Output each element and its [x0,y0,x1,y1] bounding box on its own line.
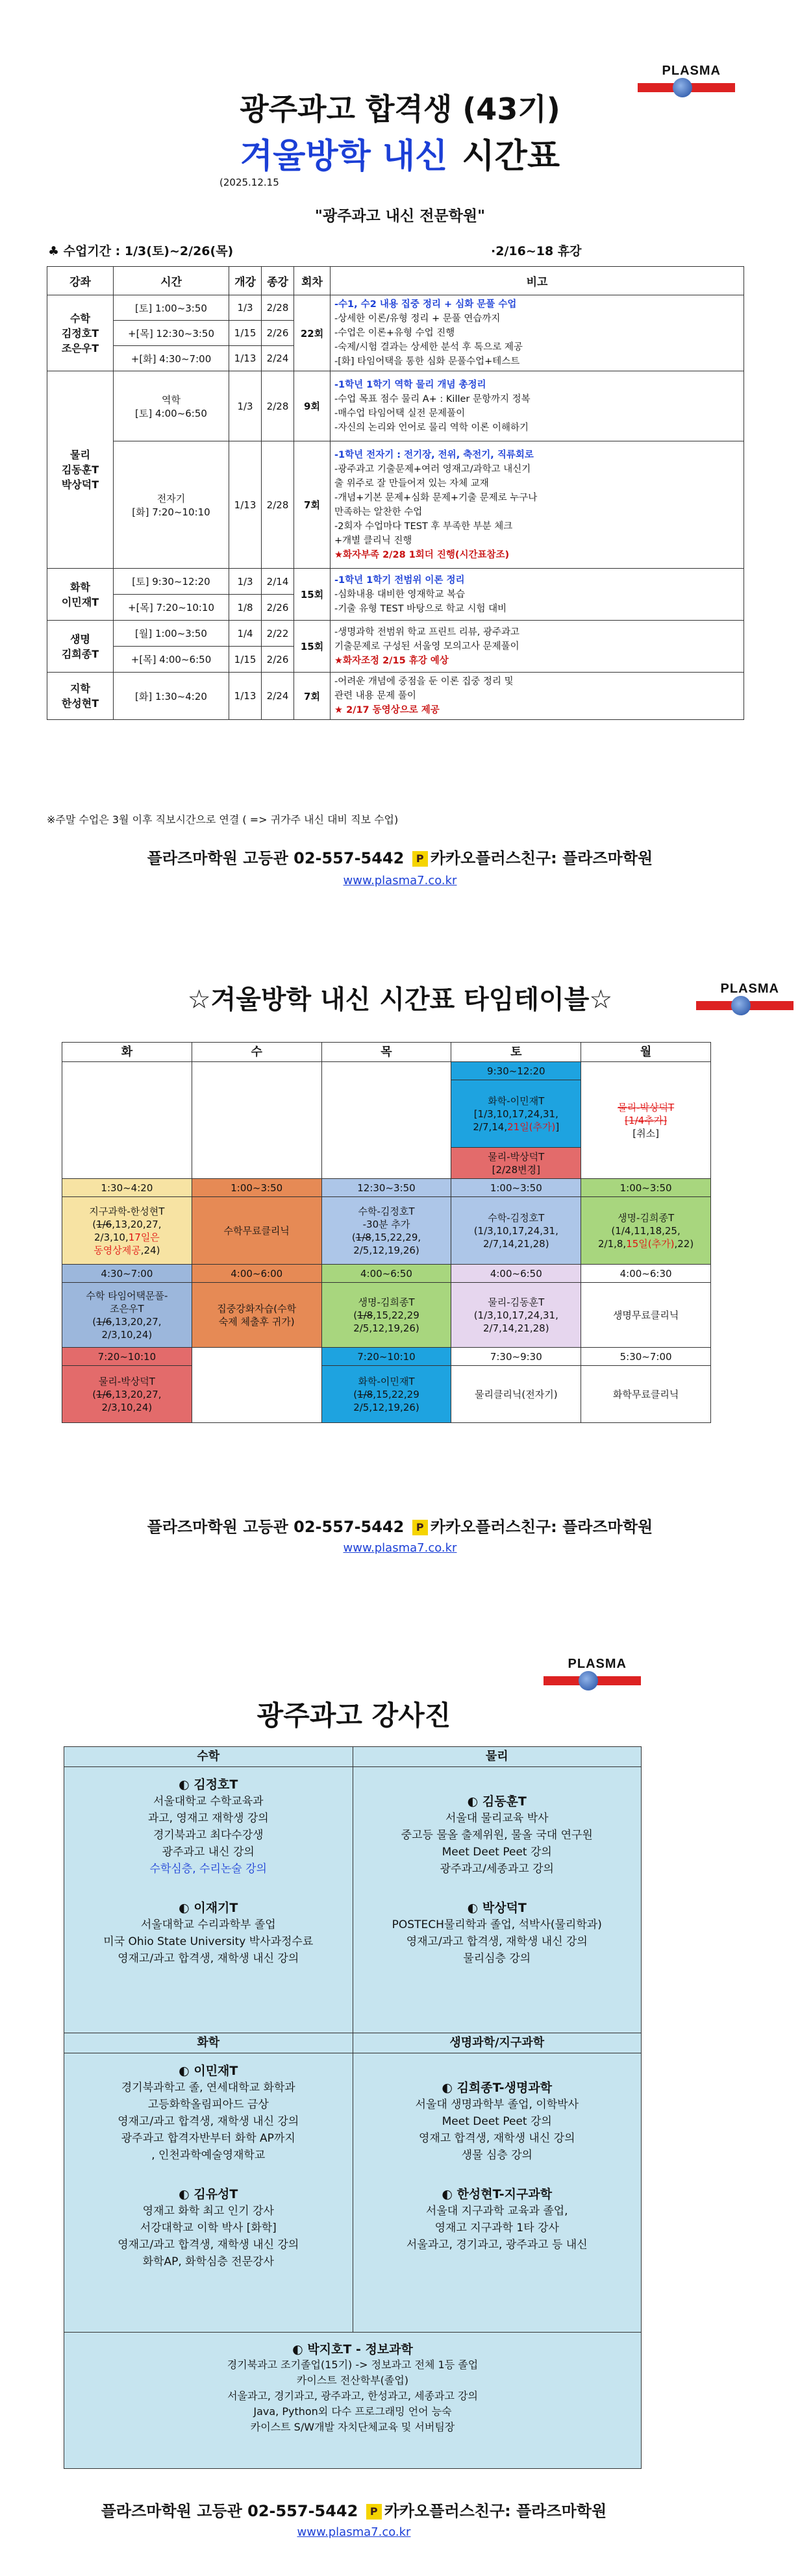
table-row: 물리 김동훈T 박상덕T 역학 [토] 4:00~6:50 1/3 2/28 9회 -1학년 1학기 역학 물리 개념 총정리 -수업 목표 점수 물리 A+ : Killer 문항까지 정복 -매수업 타임어택 실전 문제풀이 -자신의 논리와 언어로 물리 역학 이론 이해하기 [47,371,744,441]
timetable [62,1042,711,1423]
contact-line: 플라즈마학원 고등관 02-557-5442 P 카카오플러스친구: 플라즈마학원 [147,849,653,867]
table-row: +[목] 12:30~3:50 1/15 2/26 [47,321,744,346]
table-row: 7:20~10:10 7:20~10:10 7:30~9:30 5:30~7:00 [62,1348,711,1366]
table-header-row: 화 수 목 토 월 [62,1043,711,1062]
table-row: 물리-박상덕T [2/28변경] [62,1148,711,1179]
plasma-logo: PLASMA [631,64,735,103]
kakao-icon: P [366,2504,382,2520]
kakao-icon: P [412,851,428,867]
table-row: 지구과학-한성현T (1/6,13,20,27, 2/3,10,17일은 동영상제공,24) 수학무료클리닉 수학-김정호T -30분 추가 (1/8,15,22,29, 2/5,12,19,26) 수학-김정호T (1/3,10,17,24,31, 2/7,14,21,28) 생명-김희종T (1/4,11,18,25, 2/1,8,15일(추가),22) [62,1197,711,1265]
website-link[interactable]: www.plasma7.co.kr [343,1541,457,1555]
issue-date: (2025.12.15 [219,177,279,188]
subtitle: "광주과고 내신 전문학원" [314,208,486,225]
table-row: ◐ 이민재T 경기북과학고 졸, 연세대학교 화학과 고등화학올림피아드 금상 영재고/과고 합격생, 재학생 내신 강의 광주과고 합격자반부터 화학 AP까지 , 인천과학예술영재학교 ◐ 김유성T 영재고 화학 최고 인기 강사 서강대학교 이학 박사 [화학] 영재고/과고 합격생, 재학생 내신 강의 화학AP, 화학심층 전문강사 ◐ 김희종T-생명과학 서울대 생명과학부 졸업, 이학박사 Meet Deet Peet 강의 영재고 합격생, 재학생 내신 강의 생물 심층 강의 ◐ 한성현T-지구과학 서울대 지구과학 교육과 졸업, 영재고 지구과학 1타 강사 서울과고, 경기과고, 광주과고 등 내신 [64,2053,642,2333]
footnote: ※주말 수업은 3월 이후 직보시간으로 연결 ( => 귀가주 내신 대비 직보 수업) [47,813,399,826]
table-row: 9:30~12:20 물리-박상덕T [1/4추가] [취소] [62,1062,711,1080]
globe-icon [579,1671,598,1690]
class-period: ♣ 수업기간 : 1/3(토)~2/26(목) [48,244,234,258]
holiday-note: ·2/16~18 휴강 [491,244,582,258]
website-link[interactable]: www.plasma7.co.kr [343,874,457,887]
lecturers-title: 광주과고 강사진 [256,1700,451,1731]
table-row: +[화] 4:30~7:00 1/13 2/24 [47,346,744,371]
table-header-row: 화학 생명과학/지구과학 [64,2033,642,2053]
page-title-2: 겨울방학 내신 시간표 [240,137,560,176]
table-header-row: 수학 물리 [64,1747,642,1767]
website-link[interactable]: www.plasma7.co.kr [297,2525,411,2539]
lecturers-table [64,1746,642,2469]
plasma-logo: PLASMA [690,982,794,1021]
table-row: +[목] 4:00~6:50 1/15 2/26 [47,647,744,673]
table-row: 화학-이민재T [1/3,10,17,24,31, 2/7,14,21일(추가)] [62,1080,711,1148]
table-row: ◐ 김정호T 서울대학교 수학교육과 과고, 영재고 재학생 강의 경기북과고 최다수강생 광주과고 내신 강의 수학심층, 수리논술 강의 ◐ 이재기T 서울대학교 수리과학부 졸업 미국 Ohio State University 박사과정수료 영재고/과고 합격생, 재학생 내신 강의 ◐ 김동훈T 서울대 물리교육 박사 중고등 물올 출제위원, 물올 국대 연구원 Meet Deet Peet 강의 광주과고/세종과고 강의 ◐ 박상덕T POSTECH물리학과 졸업, 석박사(물리학과) 영재고/과고 합격생, 재학생 내신 강의 물리심층 강의 [64,1767,642,2033]
table-header-row: 강좌 시간 개강 종강 회차 비고 [47,267,744,295]
table-row: 수학 김정호T 조은우T [토] 1:00~3:50 1/3 2/28 22회 -수1, 수2 내용 집중 정리 + 심화 문풀 수업 -상세한 이론/유형 정리 + 문풀 연습까지 -수업은 이론+유형 수업 진행 -숙제/시험 결과는 상세한 분석 후 톡으로 제공 -[화] 타임어택을 통한 심화 문풀수업+테스트 [47,295,744,321]
timetable-title: ☆겨울방학 내신 시간표 타임테이블☆ [187,985,613,1015]
schedule-table [47,266,744,720]
table-row: 전자기 [화] 7:20~10:10 1/13 2/28 7회 -1학년 전자기 : 전기장, 전위, 축전기, 직류회로 -광주과고 기출문제+여러 영재고/과학고 내신기 출 위주로 잘 만들어져 있는 자체 교재 -개념+기본 문제+심화 문제+기출 문제로 누구나 만족하는 알찬한 수업 -2회자 수업마다 TEST 후 부족한 부분 체크 +개별 클리닉 진행 ★화자부족 2/28 1회더 진행(시간표참조) [47,441,744,569]
contact-line: 플라즈마학원 고등관 02-557-5442 P 카카오플러스친구: 플라즈마학원 [101,2502,607,2520]
table-row: +[목] 7:20~10:10 1/8 2/26 [47,595,744,621]
table-row: 물리-박상덕T (1/6,13,20,27, 2/3,10,24) 화학-이민재T (1/8,15,22,29 2/5,12,19,26) 물리클리닉(전자기) 화학무료클리닉 [62,1366,711,1423]
page-title: 광주과고 합격생 (43기) [240,92,560,127]
kakao-icon: P [412,1520,428,1535]
contact-line: 플라즈마학원 고등관 02-557-5442 P 카카오플러스친구: 플라즈마학원 [147,1518,653,1536]
table-row: 생명 김희종T [월] 1:00~3:50 1/4 2/22 15회 -생명과학 전범위 학교 프린트 리뷰, 광주과고 기출문제로 구성된 서울영 모의고사 문제풀이 ★화자조정 2/15 휴강 예상 [47,621,744,647]
table-row: 4:30~7:00 4:00~6:00 4:00~6:50 4:00~6:50 4:00~6:30 [62,1265,711,1283]
plasma-logo: PLASMA [537,1657,641,1696]
table-row: ◐ 박지호T - 정보과학 경기북과고 조기졸업(15기) -> 정보과고 전체 1등 졸업 카이스트 전산학부(졸업) 서울과고, 경기과고, 광주과고, 한성과고, 세종과고 강의 Java, Python외 다수 프로그래밍 언어 능숙 카이스트 S/W개발 자치단체교육 및 서버팀장 [64,2333,642,2469]
table-row: 1:30~4:20 1:00~3:50 12:30~3:50 1:00~3:50 1:00~3:50 [62,1179,711,1197]
table-row: 화학 이민재T [토] 9:30~12:20 1/3 2/14 15회 -1학년 1학기 전범위 이론 정리 -심화내용 대비한 영재학교 복습 -기출 유형 TEST 바탕으로 학교 시험 대비 [47,569,744,595]
table-row: 지학 한성현T [화] 1:30~4:20 1/13 2/24 7회 -어려운 개념에 중점을 둔 이론 집중 정리 및 관련 내용 문제 풀이 ★ 2/17 동영상으로 제공 [47,673,744,720]
table-row: 수학 타임어택문풀- 조은우T (1/6,13,20,27, 2/3,10,24) 집중강화자습(수학 숙제 체출후 귀가) 생명-김희종T (1/8,15,22,29 2/5,12,19,26) 물리-김동훈T (1/3,10,17,24,31, 2/7,14,21,28) 생명무료클리닉 [62,1283,711,1348]
